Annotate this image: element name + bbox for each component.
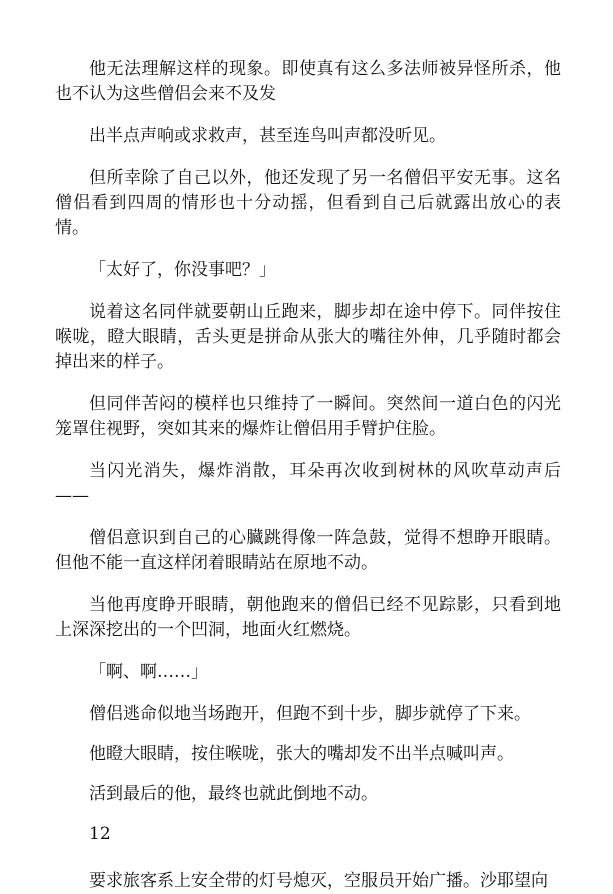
paragraph-2: 出半点声响或求救声，甚至连鸟叫声都没听见。 bbox=[89, 126, 446, 146]
paragraph-12: 要求旅客系上安全带的灯号熄灭，空服员开始广播。沙耶望向 bbox=[89, 871, 548, 891]
paragraph-10: 他瞪大眼睛，按住喉咙，张大的嘴却发不出半点喊叫声。 bbox=[89, 744, 514, 764]
chapter-number: 12 bbox=[89, 824, 111, 844]
paragraph-8: 当他再度睁开眼睛，朝他跑来的僧侣已经不见踪影，只看到地上深深挖出的一个凹洞，地面火红燃烧。 bbox=[55, 595, 561, 640]
paragraph-3: 但所幸除了自己以外，他还发现了另一名僧侣平安无事。这名僧侣看到四周的情形也十分动摇，但看到自己后就露出放心的表情。 bbox=[55, 168, 561, 238]
paragraph-9: 僧侣逃命似地当场跑开，但跑不到十步，脚步就停了下来。 bbox=[89, 704, 531, 724]
dialogue-2: 「啊、啊……」 bbox=[89, 662, 208, 682]
paragraph-4: 说着这名同伴就要朝山丘跑来，脚步却在途中停下。同伴按住喉咙，瞪大眼睛，舌头更是拼命从张大的嘴往外伸，几乎随时都会掉出来的样子。 bbox=[55, 302, 561, 372]
paragraph-5: 但同伴苦闷的模样也只维持了一瞬间。突然间一道白色的闪光笼罩住视野，突如其来的爆炸让僧侣用手臂护住脸。 bbox=[55, 394, 561, 439]
paragraph-11: 活到最后的他，最终也就此倒地不动。 bbox=[89, 784, 378, 804]
dialogue-1: 「太好了，你没事吧？」 bbox=[89, 260, 276, 280]
paragraph-6: 当闪光消失，爆炸消散，耳朵再次收到树林的风吹草动声后—— bbox=[55, 461, 561, 506]
paragraph-1: 他无法理解这样的现象。即使真有这么多法师被异怪所杀，他也不认为这些僧侣会来不及发 bbox=[55, 59, 561, 104]
paragraph-7: 僧侣意识到自己的心臓跳得像一阵急鼓，觉得不想睁开眼睛。但他不能一直这样闭着眼睛站在原地不动。 bbox=[55, 528, 561, 573]
